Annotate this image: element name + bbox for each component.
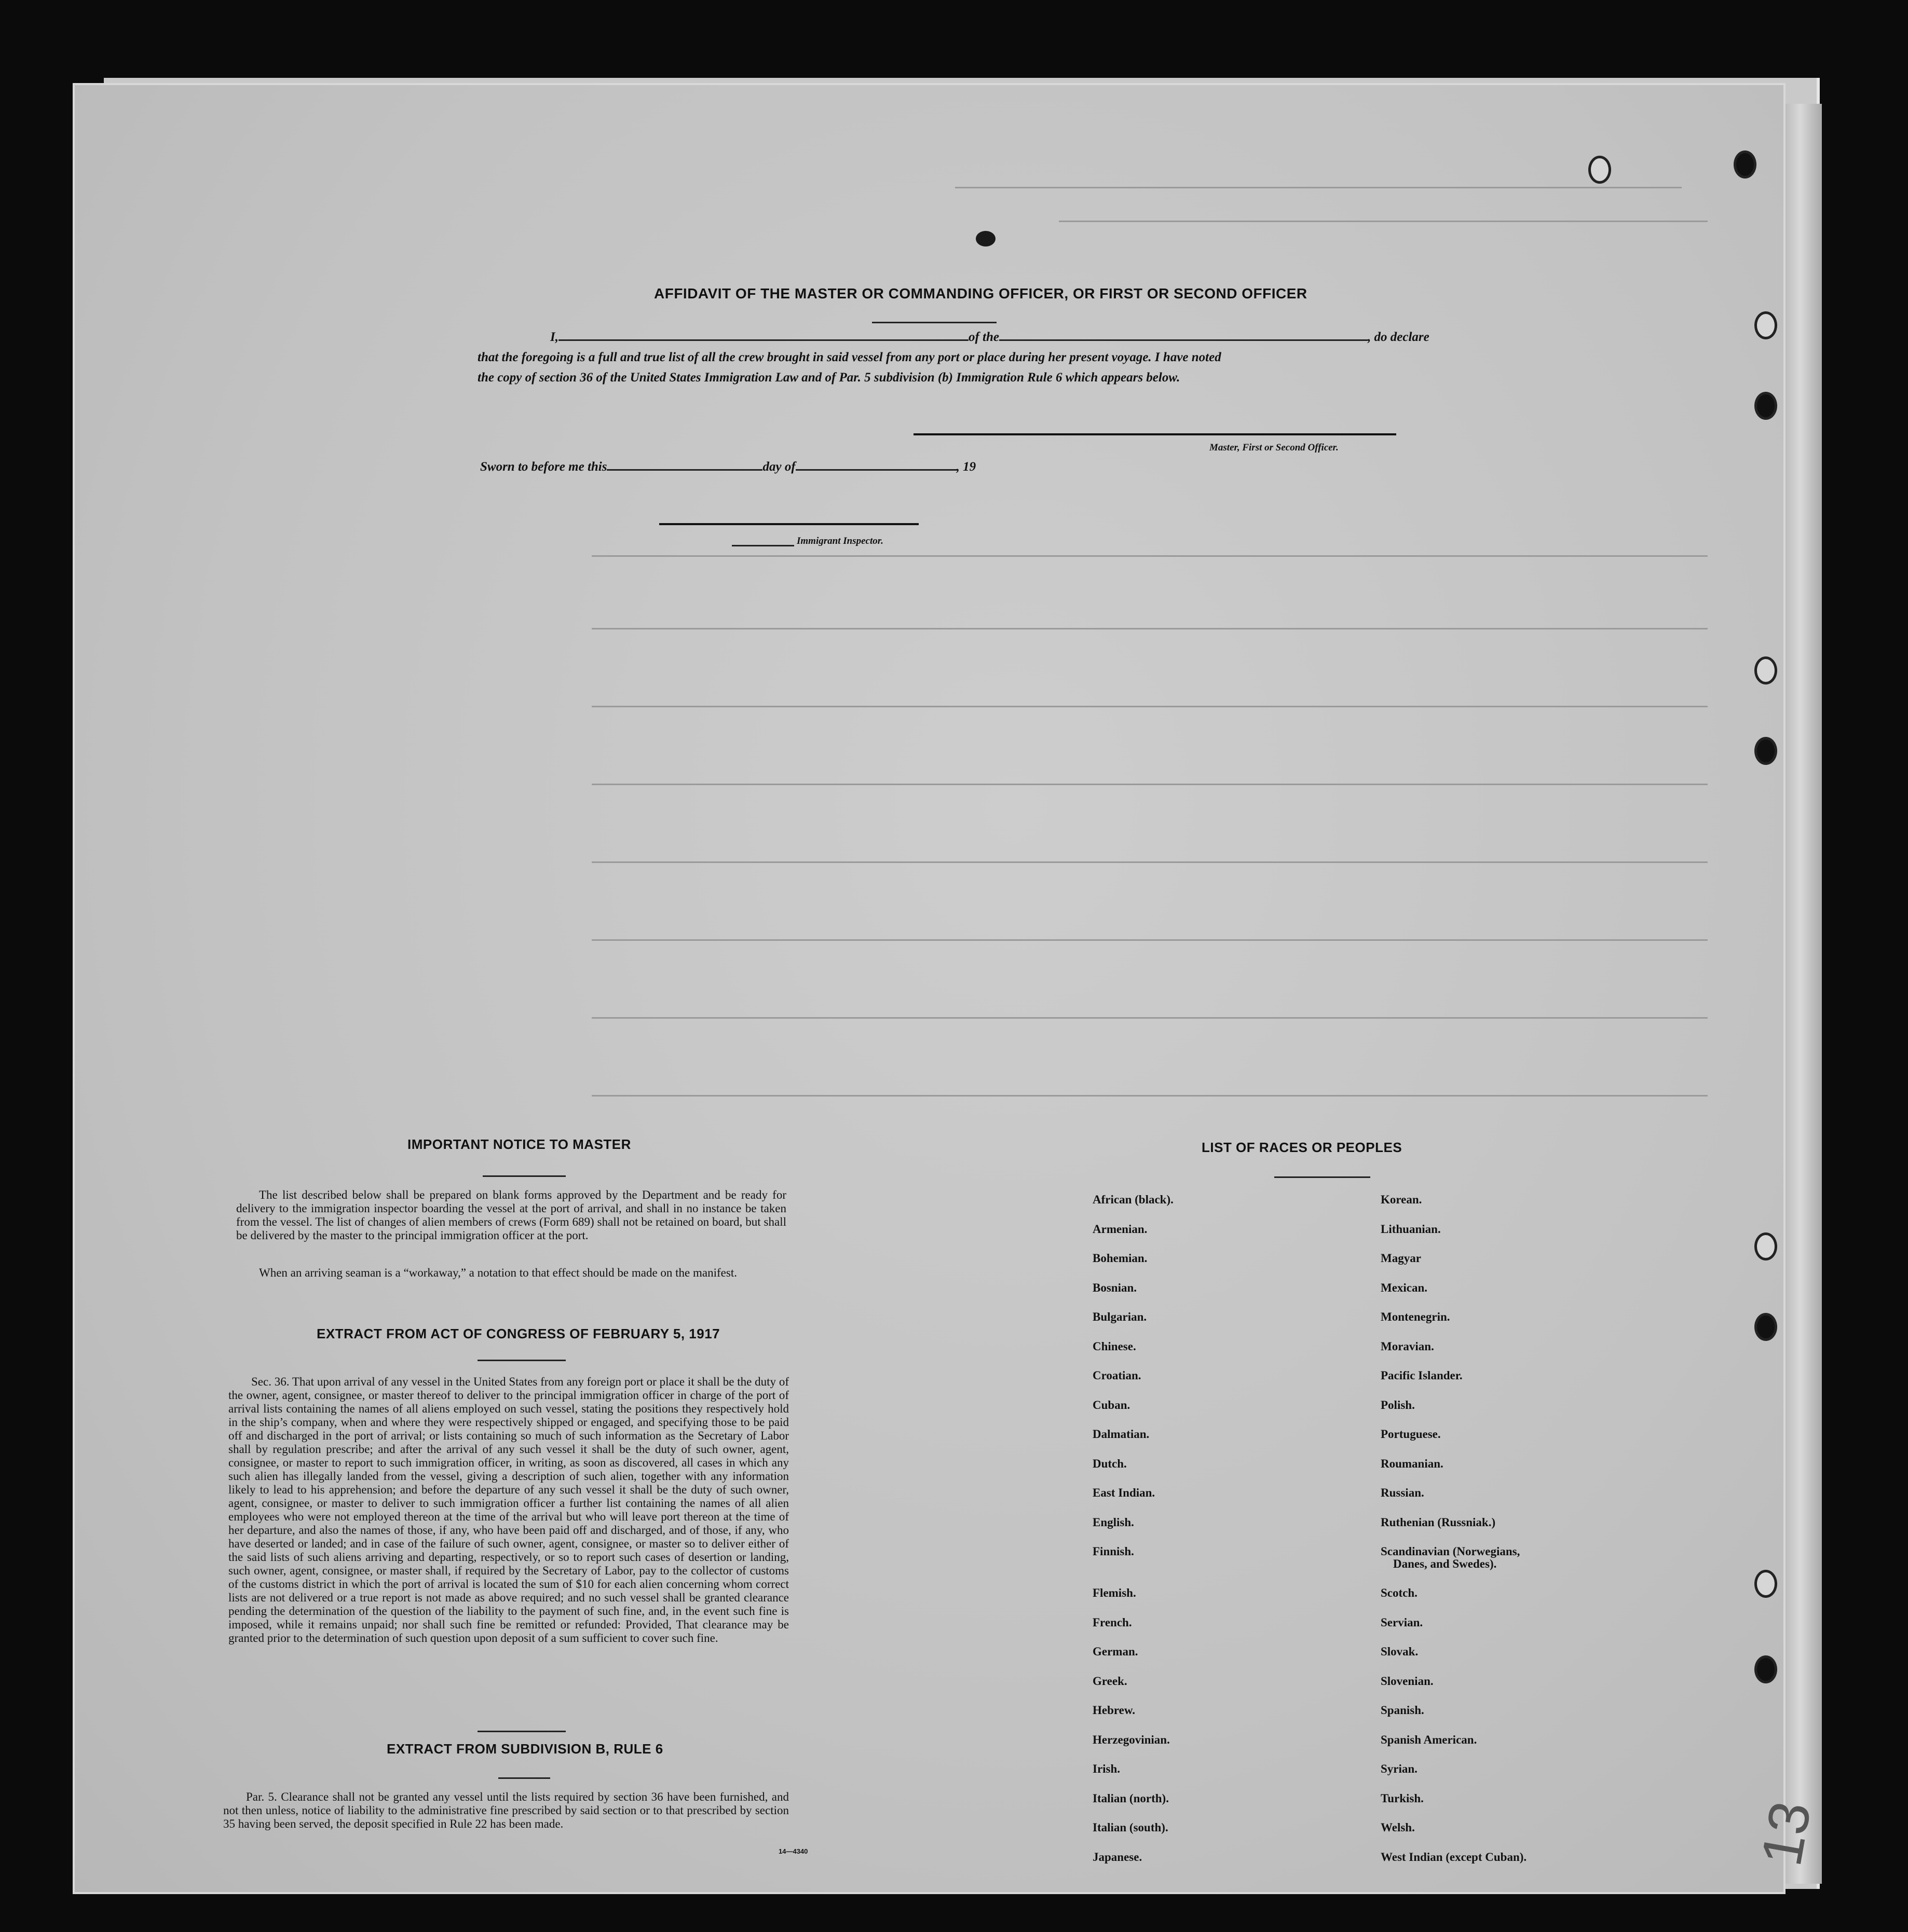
bleed-through-line: [592, 1017, 1708, 1019]
act-extract-rule: [478, 1360, 566, 1361]
race-item: Hebrew.: [1093, 1704, 1135, 1717]
bleed-through-line: [592, 939, 1708, 941]
bleed-through-line: [592, 784, 1708, 785]
binder-hole: [1754, 1655, 1777, 1683]
title-rule: [872, 322, 997, 323]
race-item: Polish.: [1381, 1398, 1415, 1412]
do-declare-label: , do declare: [1368, 330, 1429, 344]
race-item: Moravian.: [1381, 1339, 1434, 1353]
binder-hole: [1734, 150, 1756, 179]
race-item: Mexican.: [1381, 1281, 1428, 1294]
race-item: Dalmatian.: [1093, 1428, 1150, 1441]
race-item: Irish.: [1093, 1762, 1121, 1775]
bleed-through-line: [1059, 221, 1708, 222]
binder-hole: [1754, 311, 1777, 339]
race-item: French.: [1093, 1615, 1132, 1629]
act-extract-text: Sec. 36. That upon arrival of any vessel in the United States from any foreign port or place it shall be the duty of the owner, agent, consignee, or master thereof to deliver to the principal immigration officer in charge of the port of arrival lists containing the names of all aliens employed on such vessel, stating the positions they respectively hold in the ship’s company, when and where they were respectively shipped or engaged, and specifying those to be paid off and discharged in the port of arrival; or lists containing so much of such information as the Secretary of Labor shall by regulation prescribe; and after the arrival of any such vessel it shall be the duty of such owner, agent, consignee, or master to report to such immigration officer, in writing, as soon as discovered, all cases in which any such alien has illegally landed from the vessel, giving a description of such alien, together with any information likely to lead to his apprehension; and before the departure of any such vessel it shall be the duty of such owner, agent, consignee, or master to deliver to such immigration officer a further list containing the names of all alien employees who were not employed thereon at the time of the arrival but who will leave port thereon at the time of her departure, and also the names of those, if any, who have been paid off and discharged, and of those, if any, who have deserted or landed; and in case of the failure of such owner, agent, consignee, or master so to deliver either of the said lists of such aliens arriving and departing, respectively, or so to report such cases of desertion or landing, such owner, agent, consignee, or master shall, if required by the Secretary of Labor, pay to the collector of customs of the customs district in which the port of arrival is located the sum of $10 for each alien concerning whom correct lists are not delivered or a true report is not made as above required; and no such vessel shall be granted clearance pending the determination of the question of the liability to the payment of such fine, and, in the event such fine is imposed, while it remains unpaid; nor shall such fine be remitted or refunded: Provided, That clearance may be granted prior to the determination of such question upon deposit of a sum sufficient to cover such fine.: [228, 1375, 789, 1645]
i-label: I,: [550, 330, 558, 344]
races-right-column: [1381, 1194, 1527, 1880]
sworn-line: [478, 457, 1152, 477]
of-the-label: of the: [968, 330, 1000, 344]
bleed-through-line: [592, 1095, 1708, 1097]
race-item: Portuguese.: [1381, 1428, 1441, 1441]
notice-paragraph-1: The list described below shall be prepared on blank forms approved by the Department and be ready for delivery to the immigration inspector boarding the vessel at the port of arrival, and shall in no instance be taken from the vessel. The list of changes of alien members of crews (Form 689) shall not be retained on board, but shall be delivered by the master to the principal immigration officer at the port.: [236, 1188, 786, 1242]
race-item: Pacific Islander.: [1381, 1369, 1463, 1382]
race-item: Italian (south).: [1093, 1821, 1168, 1834]
race-item: Japanese.: [1093, 1850, 1142, 1864]
binder-hole: [1754, 1232, 1777, 1260]
race-item: Scotch.: [1381, 1586, 1418, 1599]
race-item: Greek.: [1093, 1674, 1127, 1688]
binder-hole: [1754, 392, 1777, 420]
bleed-through-line: [592, 555, 1708, 557]
affidavit-line-3: the copy of section 36 of the United States Immigration Law and of Par. 5 subdivision (b) Immigration Rule 6 which appears below.: [478, 371, 1180, 385]
race-item: Bohemian.: [1093, 1252, 1148, 1265]
act-extract-heading: EXTRACT FROM ACT OF CONGRESS OF FEBRUARY 5, 1917: [317, 1326, 720, 1341]
affidavit-line-1: [478, 327, 1479, 347]
form-code: 14—4340: [779, 1847, 808, 1855]
year-label: , 19: [956, 460, 976, 474]
race-item: African (black).: [1093, 1193, 1174, 1206]
race-item: English.: [1093, 1515, 1134, 1529]
binder-hole: [1754, 1570, 1777, 1598]
sworn-label: Sworn to before me this: [480, 460, 607, 474]
race-item: Armenian.: [1093, 1222, 1148, 1236]
race-item: Servian.: [1381, 1615, 1423, 1629]
affidavit-title: AFFIDAVIT OF THE MASTER OR COMMANDING OFFICER, OR FIRST OR SECOND OFFICER: [654, 285, 1307, 302]
sworn-month-blank[interactable]: [796, 458, 957, 471]
races-rule: [1274, 1176, 1370, 1178]
binder-hole: [1754, 1313, 1777, 1341]
bleed-through-line: [955, 187, 1682, 188]
race-item: Slovenian.: [1381, 1674, 1434, 1688]
race-item: Magyar: [1381, 1252, 1421, 1265]
race-item: Russian.: [1381, 1486, 1424, 1499]
inspector-label: Immigrant Inspector.: [797, 536, 883, 546]
race-item: Ruthenian (Russniak.): [1381, 1515, 1496, 1529]
race-item: Bulgarian.: [1093, 1310, 1147, 1323]
inspector-signature-line[interactable]: [659, 523, 919, 525]
race-item: Herzegovinian.: [1093, 1733, 1170, 1746]
race-item: Korean.: [1381, 1193, 1422, 1206]
race-item: Lithuanian.: [1381, 1222, 1441, 1236]
race-item: Turkish.: [1381, 1791, 1424, 1805]
bleed-through-line: [592, 628, 1708, 629]
master-signature-label: Master, First or Second Officer.: [1209, 442, 1339, 453]
day-of-label: day of: [762, 460, 796, 474]
race-item: Slovak.: [1381, 1645, 1419, 1658]
document-page: [73, 83, 1786, 1894]
race-item: Scandinavian (Norwegians, Danes, and Swedes).: [1381, 1545, 1520, 1570]
bleed-through-line: [592, 861, 1708, 863]
race-item: Dutch.: [1093, 1457, 1127, 1470]
race-item: Finnish.: [1093, 1545, 1134, 1558]
affidavit-text: [478, 327, 1479, 388]
inspector-rule: [732, 545, 794, 546]
race-item: Spanish American.: [1381, 1733, 1477, 1746]
race-item: Flemish.: [1093, 1586, 1136, 1599]
sworn-day-blank[interactable]: [607, 458, 762, 471]
master-signature-line[interactable]: [914, 433, 1396, 435]
race-item: East Indian.: [1093, 1486, 1155, 1499]
race-item: Italian (north).: [1093, 1791, 1169, 1805]
notice-rule: [483, 1175, 566, 1177]
binder-edge: [1786, 104, 1822, 1884]
name-blank[interactable]: [558, 328, 969, 341]
rule-extract-text: Par. 5. Clearance shall not be granted any vessel until the lists required by section 36 have been furnished, and not then unless, notice of liability to the administrative fine prescribed by said section or to that prescribed by section 35 having been served, the deposit specified in Rule 22 has been made.: [223, 1790, 789, 1830]
margin-page-number: 13: [1749, 1797, 1823, 1871]
binder-hole: [1754, 737, 1777, 765]
race-item: West Indian (except Cuban).: [1381, 1850, 1527, 1864]
races-heading: LIST OF RACES OR PEOPLES: [1202, 1140, 1402, 1155]
notice-paragraph-2: When an arriving seaman is a “workaway,” a notation to that effect should be made on the manifest.: [259, 1266, 737, 1279]
rule-extract-rule: [498, 1777, 550, 1779]
race-item: Cuban.: [1093, 1398, 1130, 1412]
race-item: Bosnian.: [1093, 1281, 1137, 1294]
race-item: Spanish.: [1381, 1704, 1424, 1717]
race-item: Croatian.: [1093, 1369, 1141, 1382]
race-item: Montenegrin.: [1381, 1310, 1450, 1323]
binder-hole: [1754, 656, 1777, 684]
rule-extract-top-rule: [478, 1731, 566, 1732]
vessel-blank[interactable]: [999, 328, 1368, 341]
races-left-column: [1093, 1194, 1174, 1880]
race-item: Welsh.: [1381, 1821, 1415, 1834]
race-item: Chinese.: [1093, 1339, 1136, 1353]
race-item: Roumanian.: [1381, 1457, 1443, 1470]
punch-mark: [976, 231, 996, 246]
notice-heading: IMPORTANT NOTICE TO MASTER: [407, 1136, 631, 1152]
binder-hole: [1588, 156, 1611, 184]
race-item: Syrian.: [1381, 1762, 1418, 1775]
affidavit-line-2: that the foregoing is a full and true list of all the crew brought in said vessel from any port or place during her present voyage. I have noted: [478, 350, 1221, 364]
bleed-through-line: [592, 706, 1708, 707]
rule-extract-heading: EXTRACT FROM SUBDIVISION B, RULE 6: [387, 1741, 663, 1757]
race-item: German.: [1093, 1645, 1138, 1658]
